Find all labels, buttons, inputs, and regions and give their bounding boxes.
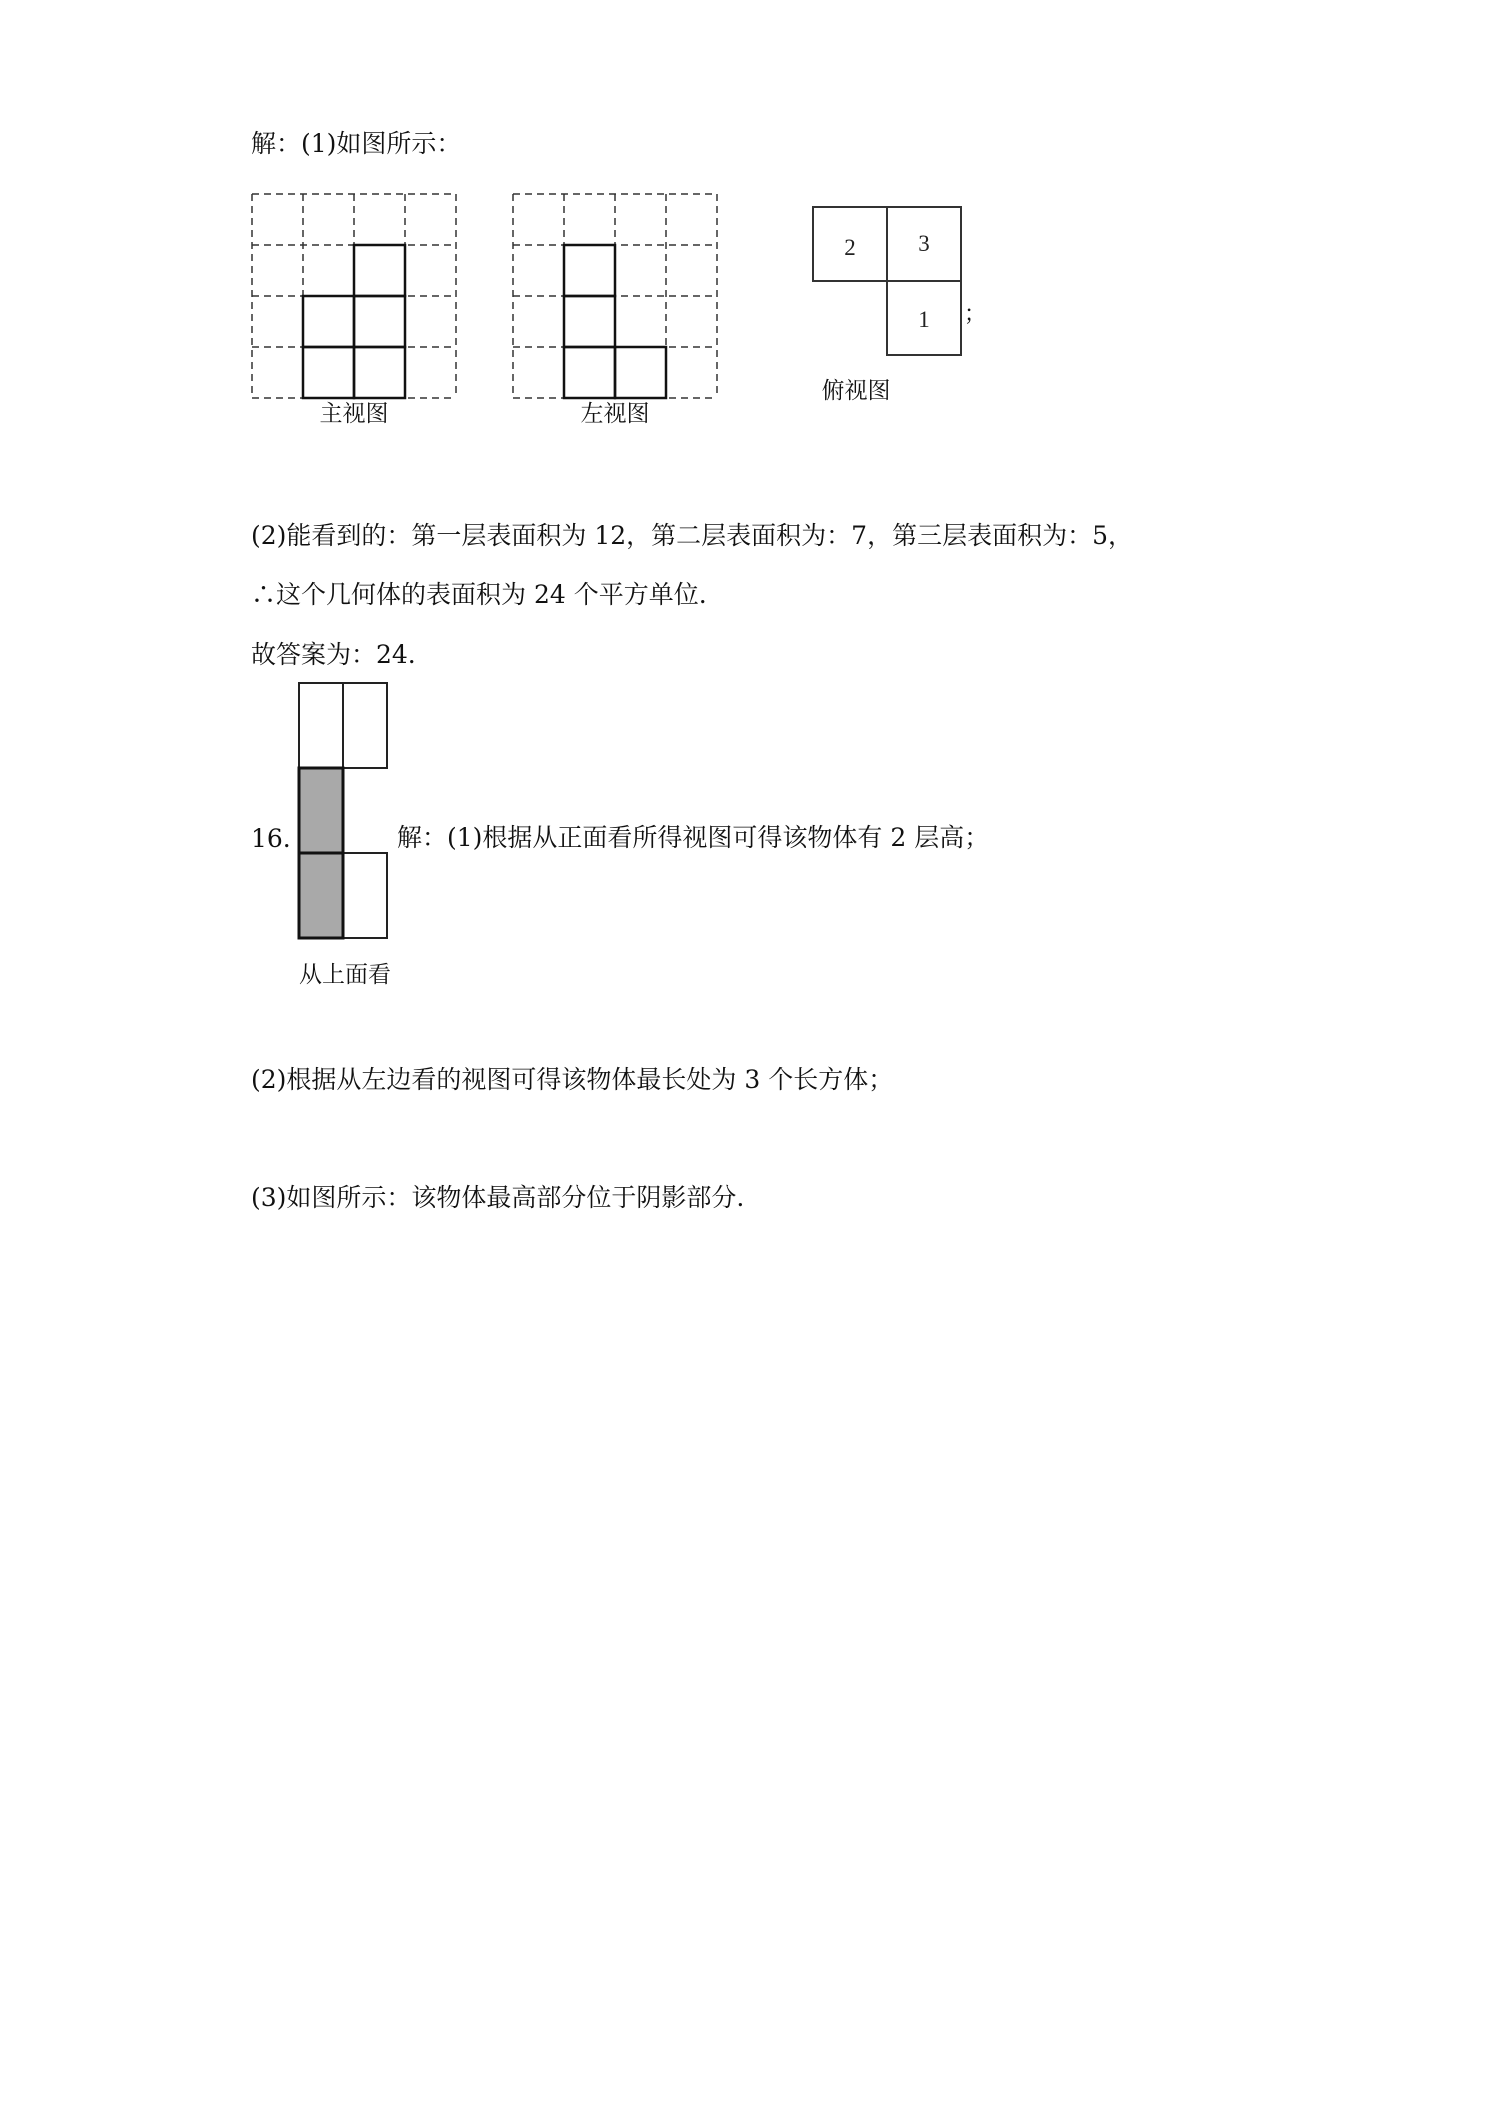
top-view-caption: 俯视图	[821, 378, 891, 404]
top-view-cell-1: 1	[918, 307, 930, 332]
question-number: 16.	[251, 824, 291, 853]
q16-top-view-grid	[296, 680, 392, 942]
top-view-cell-2: 2	[844, 235, 856, 260]
q16-top-view-figure	[296, 680, 406, 1000]
top-view-grid	[812, 206, 968, 358]
q16-solution-line-2: (2)根据从左边看的视图可得该物体最长处为 3 个长方体；	[251, 1065, 894, 1094]
left-view-figure	[512, 193, 718, 433]
top-view-end-mark: ；	[964, 302, 987, 327]
q16-solution-line-1: 解：(1)根据从正面看所得视图可得该物体有 2 层高；	[397, 823, 990, 852]
front-view-figure	[251, 193, 457, 433]
left-view-caption: 左视图	[580, 401, 650, 427]
surface-area-line: (2)能看到的：第一层表面积为 12，第二层表面积为：7，第三层表面积为：5，	[251, 521, 1133, 550]
answer-line: 故答案为：24.	[251, 640, 416, 669]
top-view-cell-3: 3	[918, 231, 930, 256]
front-view-caption: 主视图	[319, 401, 389, 427]
surface-area-conclusion: ∴这个几何体的表面积为 24 个平方单位.	[251, 580, 707, 609]
front-view-grid	[251, 193, 457, 401]
top-view-figure	[812, 206, 968, 416]
solution-intro: 解：(1)如图所示：	[251, 129, 462, 158]
q16-figure-caption: 从上面看	[299, 962, 391, 988]
left-view-grid	[512, 193, 718, 401]
q16-solution-line-3: (3)如图所示：该物体最高部分位于阴影部分.	[251, 1183, 745, 1212]
